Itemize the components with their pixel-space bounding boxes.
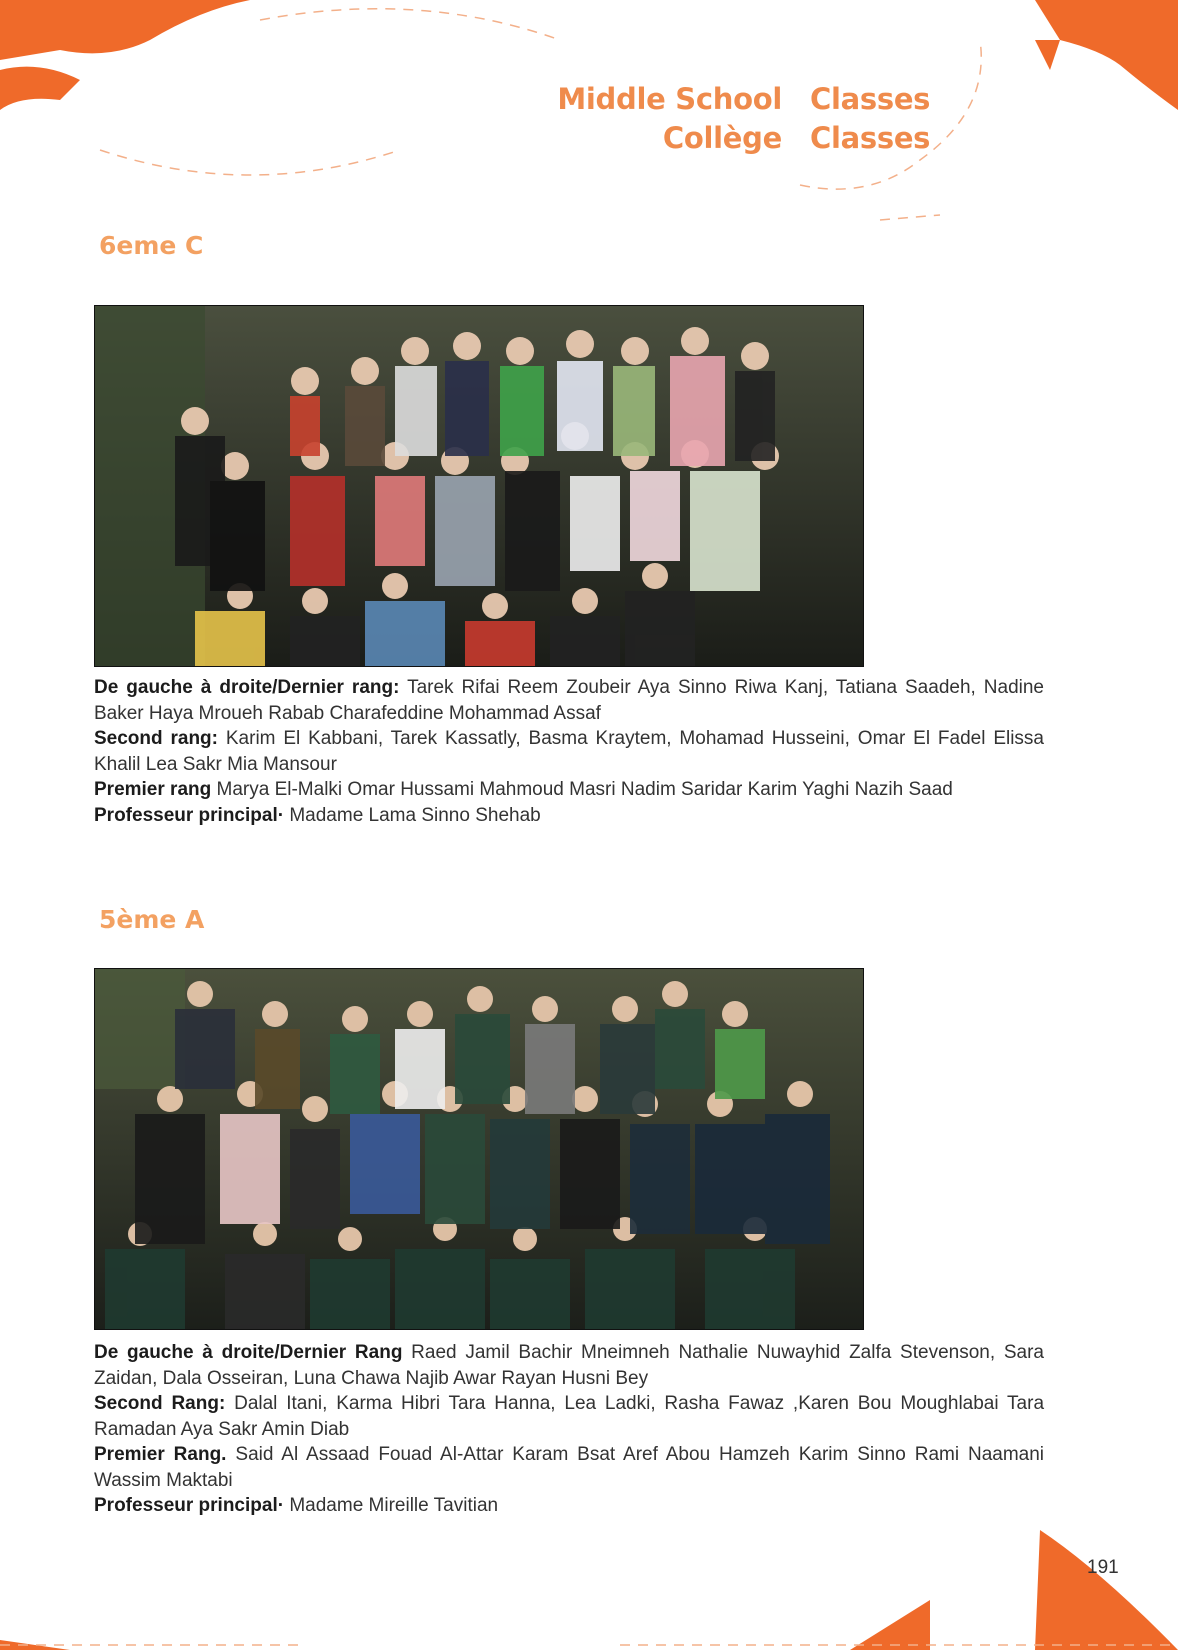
row-names: Karim El Kabbani, Tarek Kassatly, Basma Kraytem, Mohamad Husseini, Omar El Fadel Elissa Khalil Lea Sakr Mia Mansour [94,728,1045,775]
section-title-5eme-a: 5ème A [99,905,205,934]
caption-row [94,1493,1044,1519]
page-number: 191 [1087,1557,1119,1578]
row-names: Madame Lama Sinno Shehab [289,804,541,826]
header-college: Collège [662,121,782,155]
header-middle-school: Middle School [557,82,782,116]
row-label: Premier rang [94,779,212,800]
row-label: Professeur principal· [94,804,285,826]
caption-row [94,726,1044,777]
row-names: Dalal Itani, Karma Hibri Tara Hanna, Lea Ladki, Rasha Fawaz ,Karen Bou Moughlabai Tara Ramadan Aya Sakr Amin Diab [94,1393,1045,1440]
caption-row [94,1391,1044,1442]
class-photo-6eme-c [94,305,864,667]
header-classes-en: Classes [810,82,931,116]
caption-row [94,675,1044,726]
row-label: Second rang: [94,728,218,749]
row-label: Professeur principal· [94,1495,285,1516]
row-names: Raed Jamil Bachir Mneimneh Nathalie Nuwayhid Zalfa Stevenson, Sara Zaidan, Dala Osseiran, Luna Chawa Najib Awar Rayan Husni Bey [94,1342,1044,1389]
page-header [557,80,931,158]
class-photo-5eme-a [94,968,864,1330]
caption-row [94,1442,1044,1493]
caption-row [94,1340,1044,1391]
row-label: Second Rang: [94,1393,226,1414]
row-label: Premier Rang. [94,1444,227,1465]
header-classes-fr: Classes [810,121,931,155]
row-label: De gauche à droite/Dernier rang: [94,677,400,698]
caption-6eme-c [94,675,1044,828]
row-names: Tarek Rifai Reem Zoubeir Aya Sinno Riwa Kanj, Tatiana Saadeh, Nadine Baker Haya Mroueh Rabab Charafeddine Mohammad Assaf [94,677,1045,724]
caption-5eme-a [94,1340,1044,1519]
caption-row [94,777,1044,803]
row-names: Madame Mireille Tavitian [289,1495,499,1516]
row-label: De gauche à droite/Dernier Rang [94,1342,403,1363]
row-names: Marya El-Malki Omar Hussami Mahmoud Masri Nadim Saridar Karim Yaghi Nazih Saad [216,779,953,800]
caption-row [94,803,1044,829]
section-title-6eme-c: 6eme C [99,231,204,260]
row-names: Said Al Assaad Fouad Al-Attar Karam Bsat Aref Abou Hamzeh Karim Sinno Rami Naamani Wassim Maktabi [94,1444,1045,1491]
